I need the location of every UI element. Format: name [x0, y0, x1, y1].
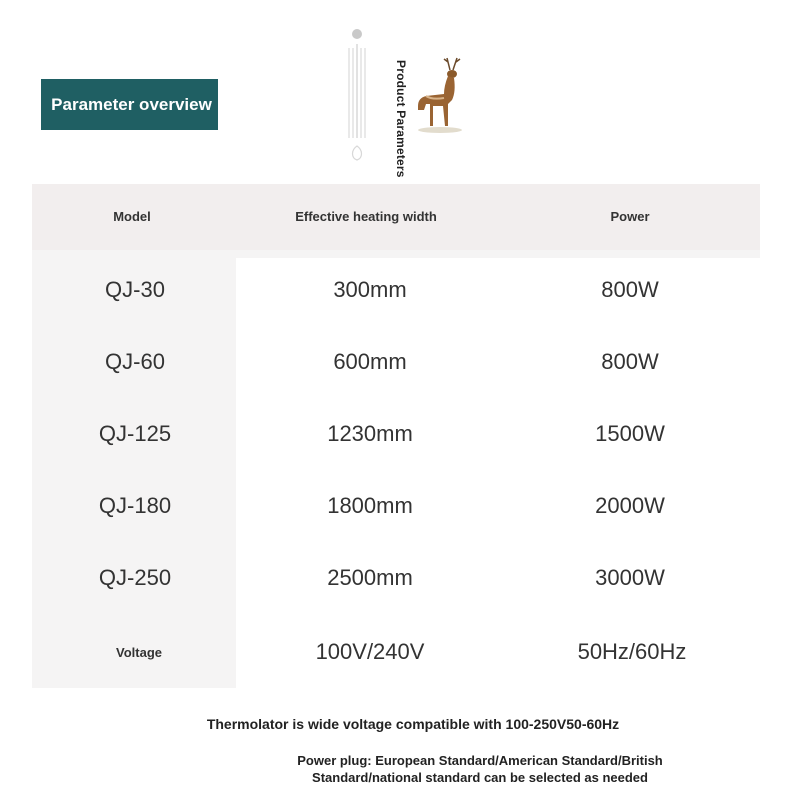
vertical-lines-decoration-icon: [340, 26, 374, 166]
wide-voltage-note: Thermolator is wide voltage compatible with 100-250V50-60Hz: [206, 716, 620, 732]
row-3-power: 1500W: [595, 421, 665, 446]
row-frequency-value: 50Hz/60Hz: [577, 639, 687, 664]
power-plug-note: Power plug: European Standard/American Standard/British Standard/national standard can be selected as needed: [297, 753, 663, 785]
header-model: Model: [113, 209, 151, 224]
row-1-width: 300mm: [333, 277, 407, 302]
row-1-power: 800W: [601, 277, 659, 302]
product-parameters-vertical-title: Product Parameters: [394, 60, 408, 178]
row-1-model: QJ-30: [105, 277, 165, 302]
row-4-width: 1800mm: [327, 493, 413, 518]
row-3-width: 1230mm: [327, 421, 413, 446]
header-heating-width: Effective heating width: [295, 209, 437, 224]
row-2-width: 600mm: [333, 349, 407, 374]
row-3-model: QJ-125: [98, 421, 172, 446]
table-body-band: [236, 258, 760, 688]
row-4-model: QJ-180: [98, 493, 172, 518]
parameter-overview-badge: [41, 79, 218, 130]
header-power: Power: [610, 209, 650, 224]
row-5-power: 3000W: [595, 565, 665, 590]
badge-label: Parameter overview: [51, 94, 212, 114]
row-2-model: QJ-60: [105, 349, 165, 374]
row-voltage-label: Voltage: [116, 645, 162, 660]
deer-illustration-icon: [410, 56, 470, 134]
row-2-power: 800W: [601, 349, 659, 374]
row-5-model: QJ-250: [98, 565, 172, 590]
row-voltage-value: 100V/240V: [315, 639, 425, 664]
row-5-width: 2500mm: [327, 565, 413, 590]
row-4-power: 2000W: [595, 493, 665, 518]
